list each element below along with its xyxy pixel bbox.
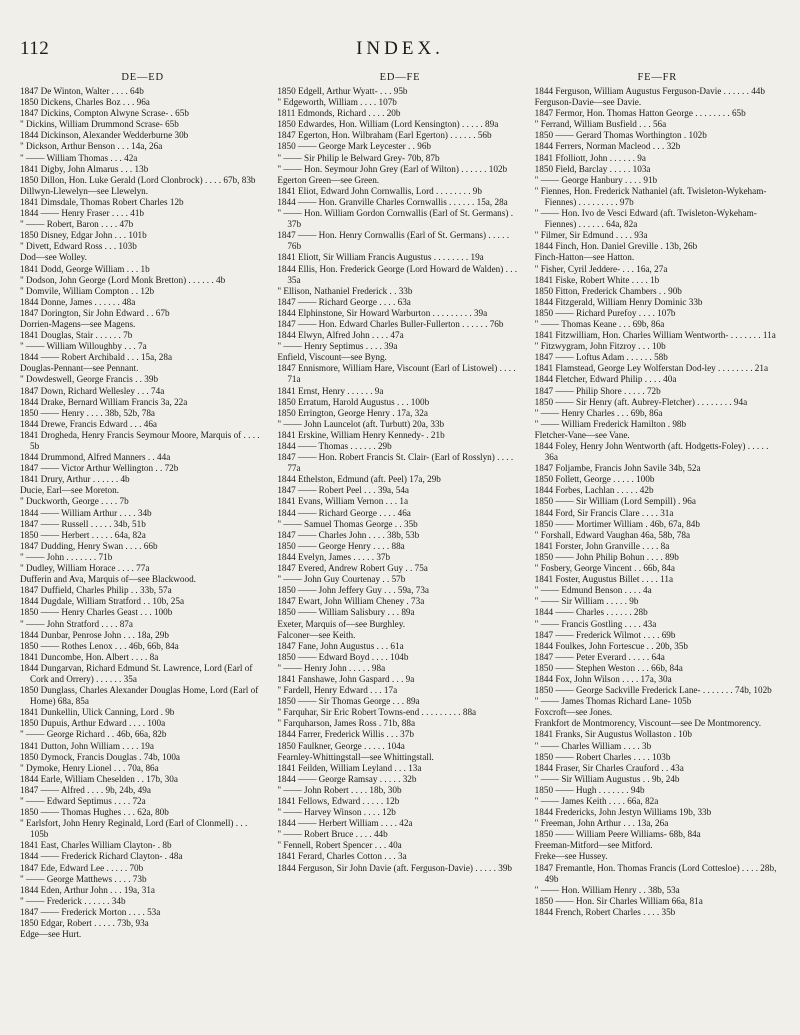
- index-entry: Foxcroft—see Jones.: [534, 707, 613, 718]
- index-entry: 1847 —— Alfred . . . . 9b, 24b, 49a: [20, 784, 151, 795]
- index-entry: 1847 Dorington, Sir John Edward . . 67b: [20, 307, 170, 318]
- entry-list: [20, 86, 265, 940]
- index-entry: " —— William Thomas . . . 42a: [20, 152, 138, 163]
- index-entry: " —— Charles William . . . . 3b: [534, 740, 652, 751]
- index-entry: 1841 Forster, John Granville . . . . 8a: [534, 540, 670, 551]
- index-entry: " Divett, Edward Ross . . . 103b: [20, 241, 137, 252]
- index-entry: Finch-Hatton—see Hatton.: [534, 252, 635, 263]
- entry-list: [277, 86, 522, 874]
- index-entry: " Fiennes, Hon. Frederick Nathaniel (aft. Twisleton-Wykeham-Fiennes) . . . . . . . . . 97b: [534, 185, 767, 207]
- index-entry: " Duckworth, George . . . . 7b: [20, 496, 129, 507]
- index-entry: " Dymoke, Henry Lionel . . . 70a, 86a: [20, 762, 159, 773]
- index-entry: 1847 Duffield, Charles Philip . . 33b, 57a: [20, 585, 172, 596]
- index-entry: 1841 Ffolliott, John . . . . . . 9a: [534, 152, 646, 163]
- index-entry: 1841 Evans, William Vernon . . . 1a: [277, 496, 409, 507]
- column-heading: FE—FR: [637, 72, 678, 83]
- index-entry: " —— William Willoughby . . . 7a: [20, 341, 147, 352]
- index-entry: Dillwyn-Llewelyn—see Llewelyn.: [20, 185, 149, 196]
- index-entry: 1841 Duncombe, Hon. Albert . . . . 8a: [20, 651, 159, 662]
- index-entry: 1841 Foster, Augustus Billet . . . . 11a: [534, 574, 674, 585]
- index-entry: " Forshall, Edward Vaughan 46a, 58b, 78a: [534, 529, 691, 540]
- entry-list: [535, 86, 780, 918]
- index-entry: 1844 Finch, Hon. Daniel Greville . 13b, 26b: [534, 241, 698, 252]
- index-entry: 1841 Drogheda, Henry Francis Seymour Moore, Marquis of . . . . 5b: [20, 429, 260, 451]
- index-entry: 1850 Dillon, Hon. Luke Gerald (Lord Clonbrock) . . . . 67b, 83b: [20, 174, 256, 185]
- index-entry: 1850 Faulkner, George . . . . . 104a: [277, 740, 405, 751]
- index-entry: " Domvile, William Compton . . 12b: [20, 285, 155, 296]
- index-entry: 1844 Fredericks, John Jestyn Williams 19b, 33b: [534, 807, 712, 818]
- index-entry: " Ellison, Nathaniel Frederick . . 33b: [277, 285, 413, 296]
- index-entry: 1844 Ford, Sir Francis Clare . . . . 31a: [534, 507, 674, 518]
- index-entry: 1841 East, Charles William Clayton- . 8b: [20, 840, 172, 851]
- index-entry: 1847 Ennismore, William Hare, Viscount (Earl of Listowel) . . . . 71a: [277, 363, 516, 385]
- index-entry: 1850 —— Robert Charles . . . . 103b: [534, 751, 671, 762]
- index-entry: 1850 Field, Barclay . . . . . 103a: [534, 163, 651, 174]
- index-entry: 1844 Dugdale, William Stratford . . 10b, 25a: [20, 596, 185, 607]
- index-entry: Freke—see Hussey.: [534, 851, 608, 862]
- index-entry: 1841 Dimsdale, Thomas Robert Charles 12b: [20, 196, 184, 207]
- index-entry: 1847 Evered, Andrew Robert Guy . . 75a: [277, 563, 428, 574]
- index-entry: 1844 Fitzgerald, William Henry Dominic 33b: [534, 296, 703, 307]
- index-entry: " —— George Hanbury . . . . 91b: [534, 174, 658, 185]
- page-number: 112: [20, 38, 50, 59]
- index-entry: 1850 —— John Philip Bohun . . . . 89b: [534, 551, 679, 562]
- index-entry: 1850 —— Edward Boyd . . . . 104b: [277, 651, 409, 662]
- index-entry: 1844 Fox, John Wilson . . . . 17a, 30a: [534, 673, 672, 684]
- index-entry: " —— Sir William . . . . . 9b: [534, 596, 639, 607]
- index-entry: 1850 —— Henry Charles Geast . . . 100b: [20, 607, 173, 618]
- index-entry: " —— Hon. William Henry . . 38b, 53a: [534, 884, 680, 895]
- index-entry: " —— Harvey Winson . . . . 12b: [277, 807, 396, 818]
- index-entry: " —— Hon. Seymour John Grey (Earl of Wilton) . . . . . . 102b: [277, 163, 508, 174]
- index-entry: " Dudley, William Horace . . . . 77a: [20, 563, 150, 574]
- index-entry: 1847 —— Victor Arthur Wellington . . 72b: [20, 463, 179, 474]
- index-entry: Fearnley-Whittingstall—see Whittingstall.: [277, 751, 434, 762]
- index-entry: 1841 Feilden, William Leyland . . . 13a: [277, 762, 422, 773]
- index-entry: 1850 —— Thomas Hughes . . . 62a, 80b: [20, 807, 169, 818]
- index-entry: 1844 Ferrers, Norman Macleod . . . 32b: [534, 141, 681, 152]
- index-entry: 1847 —— Hon. Henry Cornwallis (Earl of St. Germans) . . . . . 76b: [277, 230, 510, 252]
- index-entry: 1841 Eliot, Edward John Cornwallis, Lord . . . . . . . . 9b: [277, 185, 482, 196]
- index-entry: 1844 Eden, Arthur John . . . 19a, 31a: [20, 884, 155, 895]
- index-entry: " —— Thomas Keane . . . 69b, 86a: [534, 318, 665, 329]
- index-entry: 1844 Forbes, Lachlan . . . . . 42b: [534, 485, 654, 496]
- index-columns: [20, 72, 780, 1022]
- index-entry: 1844 Drake, Bernard William Francis 3a, 22a: [20, 396, 188, 407]
- index-entry: 1850 —— Herbert . . . . . 64a, 82a: [20, 529, 146, 540]
- index-entry: 1850 —— Stephen Weston . . . 66b, 84a: [534, 662, 683, 673]
- index-entry: 1844 Farrer, Frederick Willis . . . 37b: [277, 729, 414, 740]
- index-entry: 1841 Ernst, Henry . . . . . . 9a: [277, 385, 384, 396]
- index-entry: " —— William Frederick Hamilton . 98b: [534, 418, 687, 429]
- index-entry: 1850 Dupuis, Arthur Edward . . . . 100a: [20, 718, 166, 729]
- index-entry: 1844 —— Herbert William . . . . 42a: [277, 818, 413, 829]
- index-column: [277, 72, 522, 1022]
- index-entry: " Fennell, Robert Spencer . . . 40a: [277, 840, 402, 851]
- index-entry: 1811 Edmonds, Richard . . . . 20b: [277, 108, 401, 119]
- index-entry: 1847 Fremantle, Hon. Thomas Francis (Lord Cottesloe) . . . . 28b, 49b: [534, 862, 777, 884]
- index-entry: 1841 Erskine, William Henry Kennedy- . 21b: [277, 429, 445, 440]
- index-entry: " —— Frederick . . . . . . 34b: [20, 895, 126, 906]
- index-entry: 1844 Dunbar, Penrose John . . . 18a, 29b: [20, 629, 169, 640]
- index-entry: 1850 Fitton, Frederick Chambers . . 90b: [534, 285, 682, 296]
- index-entry: 1847 —— Frederick Wilmot . . . . 69b: [534, 629, 676, 640]
- index-entry: 1847 —— Philip Shore . . . . . 72b: [534, 385, 661, 396]
- index-entry: Frankfort de Montmorency, Viscount—see De Montmorency.: [534, 718, 762, 729]
- index-entry: 1844 Ferguson, William Augustus Ferguson-Davie . . . . . . 44b: [534, 86, 765, 96]
- index-entry: 1844 —— Frederick Richard Clayton- . 48a: [20, 851, 183, 862]
- index-entry: " —— Henry John . . . . . 98a: [277, 662, 386, 673]
- index-entry: 1850 Errington, George Henry . 17a, 32a: [277, 407, 428, 418]
- index-entry: " Dodson, John George (Lord Monk Bretton) . . . . . . 4b: [20, 274, 226, 285]
- index-entry: Dod—see Wolley.: [20, 252, 87, 263]
- index-entry: 1844 Drewe, Francis Edward . . . 46a: [20, 418, 158, 429]
- index-entry: " —— Sir Philip le Belward Grey- 70b, 87b: [277, 152, 440, 163]
- index-entry: 1844 —— Thomas . . . . . . 29b: [277, 441, 392, 451]
- index-entry: 1844 Dungarvan, Richard Edmund St. Lawrence, Lord (Earl of Cork and Orrery) . . . . . . 35a: [20, 662, 253, 684]
- index-entry: 1844 Dickinson, Alexander Wedderburne 30b: [20, 130, 189, 141]
- index-entry: " —— Edmund Benson . . . . 4a: [534, 585, 652, 596]
- page-title: INDEX.: [356, 38, 444, 59]
- index-entry: 1850 —— Rothes Lenox . . . 46b, 66b, 84a: [20, 640, 179, 651]
- index-entry: 1844 —— Charles . . . . . . 28b: [534, 607, 648, 618]
- index-entry: " Farquharson, James Ross . 71b, 88a: [277, 718, 416, 729]
- index-entry: 1841 Ferard, Charles Cotton . . . 3a: [277, 851, 407, 862]
- index-entry: 1844 Evelyn, James . . . . . 37b: [277, 551, 391, 562]
- index-entry: 1850 Disney, Edgar John . . . 101b: [20, 230, 147, 241]
- index-entry: 1850 —— George Mark Leycester . . 96b: [277, 141, 432, 152]
- index-column: [20, 72, 265, 1022]
- index-entry: 1844 Donne, James . . . . . . 48a: [20, 296, 136, 307]
- index-entry: 1847 —— Russell . . . . . 34b, 51b: [20, 518, 146, 529]
- index-entry: Egerton Green—see Green.: [277, 174, 380, 185]
- index-entry: Dufferin and Ava, Marquis of—see Blackwood.: [20, 574, 196, 585]
- index-entry: " —— John Robert . . . . 18b, 30b: [277, 784, 402, 795]
- index-entry: 1844 Elphinstone, Sir Howard Warburton . . . . . . . . . 39a: [277, 307, 488, 318]
- index-entry: 1847 Dickins, Compton Alwyne Scrase- . 65b: [20, 108, 189, 119]
- index-entry: Ferguson-Davie—see Davie.: [534, 97, 642, 108]
- index-entry: 1847 —— Peter Everard . . . . . 64a: [534, 651, 665, 662]
- index-entry: " —— John . . . . . . . 71b: [20, 551, 113, 562]
- index-entry: " —— George Richard . . 46b, 66a, 82b: [20, 729, 167, 740]
- index-entry: 1847 Foljambe, Francis John Savile 34b, 52a: [534, 463, 701, 474]
- index-entry: " Freeman, John Arthur . . . 13a, 26a: [534, 818, 669, 829]
- index-entry: " —— Sir William Augustus . . 9b, 24b: [534, 773, 680, 784]
- index-entry: 1844 —— William Arthur . . . . 34b: [20, 507, 152, 518]
- index-entry: " —— Edward Septimus . . . . 72a: [20, 796, 146, 806]
- index-entry: " Fisher, Cyril Jeddere- . . . 16a, 27a: [534, 263, 668, 274]
- index-entry: 1847 —— Loftus Adam . . . . . . 58b: [534, 352, 668, 363]
- index-entry: 1844 French, Robert Charles . . . . 35b: [534, 906, 676, 917]
- index-entry: 1841 Dodd, George William . . . 1b: [20, 263, 150, 274]
- index-entry: 1841 Dutton, John William . . . . 19a: [20, 740, 154, 751]
- index-entry: 1844 Foulkes, John Fortescue . . 20b, 35b: [534, 640, 689, 651]
- index-entry: " —— Robert Bruce . . . . 44b: [277, 829, 388, 840]
- index-entry: 1847 De Winton, Walter . . . . 64b: [20, 86, 144, 96]
- index-entry: 1850 Edgell, Arthur Wyatt- . . . 95b: [277, 86, 408, 96]
- index-entry: 1844 —— Hon. Granville Charles Cornwallis . . . . . . 15a, 28a: [277, 196, 508, 207]
- index-entry: 1844 —— George Ramsay . . . . . 32b: [277, 773, 417, 784]
- index-entry: 1850 —— Hugh . . . . . . . 94b: [534, 784, 645, 795]
- index-entry: 1850 —— Sir William (Lord Sempill) . 96a: [534, 496, 696, 507]
- index-entry: 1841 Eliott, Sir William Francis Augustus . . . . . . . . 19a: [277, 252, 484, 263]
- index-entry: 1844 Ethelston, Edmund (aft. Peel) 17a, 29b: [277, 474, 441, 485]
- index-entry: 1850 —— Henry . . . . 38b, 52b, 78a: [20, 407, 155, 418]
- index-entry: 1847 —— Frederick Morton . . . . 53a: [20, 906, 161, 917]
- index-entry: 1847 —— Hon. Edward Charles Buller-Fullerton . . . . . . 76b: [277, 318, 504, 329]
- index-entry: 1841 Dunkellin, Ulick Canning, Lord . 9b: [20, 707, 175, 718]
- index-entry: 1847 Egerton, Hon. Wilbraham (Earl Egerton) . . . . . . 56b: [277, 130, 492, 141]
- index-entry: 1841 Flamstead, George Ley Wolferstan Dod-ley . . . . . . . . 21a: [534, 363, 769, 374]
- index-entry: " Fosbery, George Vincent . . 66b, 84a: [534, 563, 675, 574]
- index-entry: 1841 Fellows, Edward . . . . . 12b: [277, 796, 400, 806]
- column-heading: DE—ED: [121, 72, 164, 83]
- index-entry: 1844 Drummond, Alfred Manners . . 44a: [20, 452, 171, 463]
- index-entry: 1841 Fanshawe, John Gaspard . . . 9a: [277, 673, 415, 684]
- index-entry: Freeman-Mitford—see Mitford.: [534, 840, 653, 851]
- index-entry: 1850 Follett, George . . . . . 100b: [534, 474, 655, 485]
- index-entry: Exeter, Marquis of—see Burghley.: [277, 618, 406, 629]
- index-entry: " —— Hon. William Gordon Cornwallis (Earl of St. Germans) . 37b: [277, 208, 513, 230]
- index-entry: " Ferrand, William Busfield . . . 56a: [534, 119, 667, 130]
- index-entry: 1844 Fraser, Sir Charles Crauford . . 43a: [534, 762, 684, 773]
- index-entry: 1844 Ellis, Hon. Frederick George (Lord Howard de Walden) . . . 35a: [277, 263, 518, 285]
- index-entry: " —— George Matthews . . . . 73b: [20, 873, 147, 884]
- index-entry: " Earlsfort, John Henry Reginald, Lord (Earl of Clonmell) . . . 105b: [20, 818, 248, 840]
- index-entry: " —— John Guy Courtenay . . 57b: [277, 574, 406, 585]
- index-entry: 1847 Dudding, Henry Swan . . . . 66b: [20, 540, 158, 551]
- index-entry: 1850 —— Sir Thomas George . . . 89a: [277, 696, 420, 707]
- index-entry: " —— James Thomas Richard Lane- 105b: [534, 696, 692, 707]
- index-entry: 1850 —— William Salisbury . . . 89a: [277, 607, 415, 618]
- index-entry: 1850 Dymock, Francis Douglas . 74b, 100a: [20, 751, 180, 762]
- index-entry: 1850 —— Sir Henry (aft. Aubrey-Fletcher) . . . . . . . . 94a: [534, 396, 748, 407]
- index-entry: Fletcher-Vane—see Vane.: [534, 429, 630, 440]
- index-entry: Edge—see Hurt.: [20, 929, 82, 940]
- index-entry: Douglas-Pennant—see Pennant.: [20, 363, 139, 374]
- index-entry: 1850 Dunglass, Charles Alexander Douglas Home, Lord (Earl of Home) 68a, 85a: [20, 685, 259, 707]
- index-entry: " Edgeworth, William . . . . 107b: [277, 97, 397, 108]
- index-entry: 1850 Erratum, Harold Augustus . . . 100b: [277, 396, 430, 407]
- index-entry: 1841 Franks, Sir Augustus Wollaston . 10b: [534, 729, 692, 740]
- index-entry: " Fitzwygram, John Fitzroy . . . 10b: [534, 341, 666, 352]
- index-entry: " Farquhar, Sir Eric Robert Towns-end . . . . . . . . . 88a: [277, 707, 477, 718]
- index-entry: Falconer—see Keith.: [277, 629, 356, 640]
- index-entry: 1850 —— Hon. Sir Charles William 66a, 81a: [534, 895, 703, 906]
- index-entry: " Dowdeswell, George Francis . . 39b: [20, 374, 159, 385]
- index-entry: 1847 —— Robert Peel . . . 39a, 54a: [277, 485, 409, 496]
- index-entry: 1841 Fitzwilliam, Hon. Charles William Wentworth- . . . . . . . 11a: [534, 330, 776, 341]
- index-entry: 1844 Earle, William Cheselden . . 17b, 30a: [20, 773, 178, 784]
- index-entry: " Dickins, William Drummond Scrase- 65b: [20, 119, 179, 130]
- index-entry: " —— John Launcelot (aft. Turbutt) 20a, 33b: [277, 418, 445, 429]
- index-entry: " —— Henry Septimus . . . . 39a: [277, 341, 398, 352]
- index-entry: 1850 —— George Sackville Frederick Lane- . . . . . . . 74b, 102b: [534, 685, 772, 696]
- index-entry: 1841 Fiske, Robert White . . . . 1b: [534, 274, 660, 285]
- index-column: [535, 72, 780, 1022]
- index-entry: 1847 —— Richard George . . . . 63a: [277, 296, 411, 307]
- index-entry: 1850 —— John Jeffery Guy . . . 59a, 73a: [277, 585, 429, 596]
- index-entry: 1847 Ede, Edward Lee . . . . . 70b: [20, 862, 144, 873]
- index-entry: " —— Samuel Thomas George . . 35b: [277, 518, 418, 529]
- index-entry: 1841 Digby, John Almarus . . . 13b: [20, 163, 149, 174]
- index-entry: Ducie, Earl—see Moreton.: [20, 485, 119, 496]
- index-entry: 1847 Ewart, John William Cheney . 73a: [277, 596, 425, 607]
- index-entry: 1844 Elwyn, Alfred John . . . . 47a: [277, 330, 404, 341]
- index-entry: " —— Hon. Ivo de Vesci Edward (aft. Twisleton-Wykeham-Fiennes) . . . . . . 64a, 82a: [534, 208, 757, 230]
- index-entry: 1844 —— Henry Fraser . . . . 41b: [20, 208, 145, 219]
- index-entry: 1844 —— Richard George . . . . 46a: [277, 507, 411, 518]
- index-entry: 1847 Fermor, Hon. Thomas Hatton George . . . . . . . . 65b: [534, 108, 746, 119]
- column-heading: ED—FE: [379, 72, 421, 83]
- index-entry: 1847 —— Hon. Robert Francis St. Clair- (Earl of Rosslyn) . . . . 77a: [277, 452, 514, 474]
- index-entry: 1847 Fane, John Augustus . . . 61a: [277, 640, 404, 651]
- index-entry: 1847 —— Charles John . . . . 38b, 53b: [277, 529, 420, 540]
- index-entry: 1850 —— William Peere Williams- 68b, 84a: [534, 829, 701, 840]
- index-entry: 1850 Edwardes, Hon. William (Lord Kensington) . . . . . 89a: [277, 119, 499, 130]
- page-header: [20, 38, 780, 62]
- index-entry: 1850 Edgar, Robert . . . . . 73b, 93a: [20, 918, 149, 929]
- index-entry: Enfield, Viscount—see Byng.: [277, 352, 387, 363]
- index-entry: 1841 Drury, Arthur . . . . . . 4b: [20, 474, 130, 485]
- index-entry: 1844 Ferguson, Sir John Davie (aft. Ferguson-Davie) . . . . . 39b: [277, 862, 513, 873]
- index-entry: Dorrien-Magens—see Magens.: [20, 318, 136, 329]
- index-entry: " Filmer, Sir Edmund . . . . 93a: [534, 230, 648, 241]
- index-entry: 1850 —— Mortimer William . 46b, 67a, 84b: [534, 518, 700, 529]
- index-entry: 1844 —— Robert Archibald . . . 15a, 28a: [20, 352, 173, 363]
- index-entry: " —— John Stratford . . . . 87a: [20, 618, 133, 629]
- index-entry: " —— Henry Charles . . . 69b, 86a: [534, 407, 663, 418]
- index-entry: 1841 Douglas, Stair . . . . . . 7b: [20, 330, 133, 341]
- index-entry: 1844 Fletcher, Edward Philip . . . . 40a: [534, 374, 677, 385]
- index-entry: 1850 Dickens, Charles Boz . . . 96a: [20, 97, 150, 108]
- index-entry: 1847 Down, Richard Wellesley . . . 74a: [20, 385, 165, 396]
- index-entry: 1850 —— Gerard Thomas Worthington . 102b: [534, 130, 707, 141]
- index-entry: " —— James Keith . . . . 66a, 82a: [534, 796, 659, 806]
- index-entry: " —— Francis Gostling . . . . 43a: [534, 618, 657, 629]
- index-entry: 1850 —— Richard Purefoy . . . . 107b: [534, 307, 676, 318]
- index-entry: " —— Robert, Baron . . . . 47b: [20, 219, 134, 230]
- index-entry: " Dickson, Arthur Benson . . . 14a, 26a: [20, 141, 163, 152]
- index-entry: " Fardell, Henry Edward . . . 17a: [277, 685, 398, 696]
- index-entry: 1850 —— George Henry . . . . 88a: [277, 540, 405, 551]
- index-entry: 1844 Foley, Henry John Wentworth (aft. Hodgetts-Foley) . . . . . 36a: [534, 441, 769, 463]
